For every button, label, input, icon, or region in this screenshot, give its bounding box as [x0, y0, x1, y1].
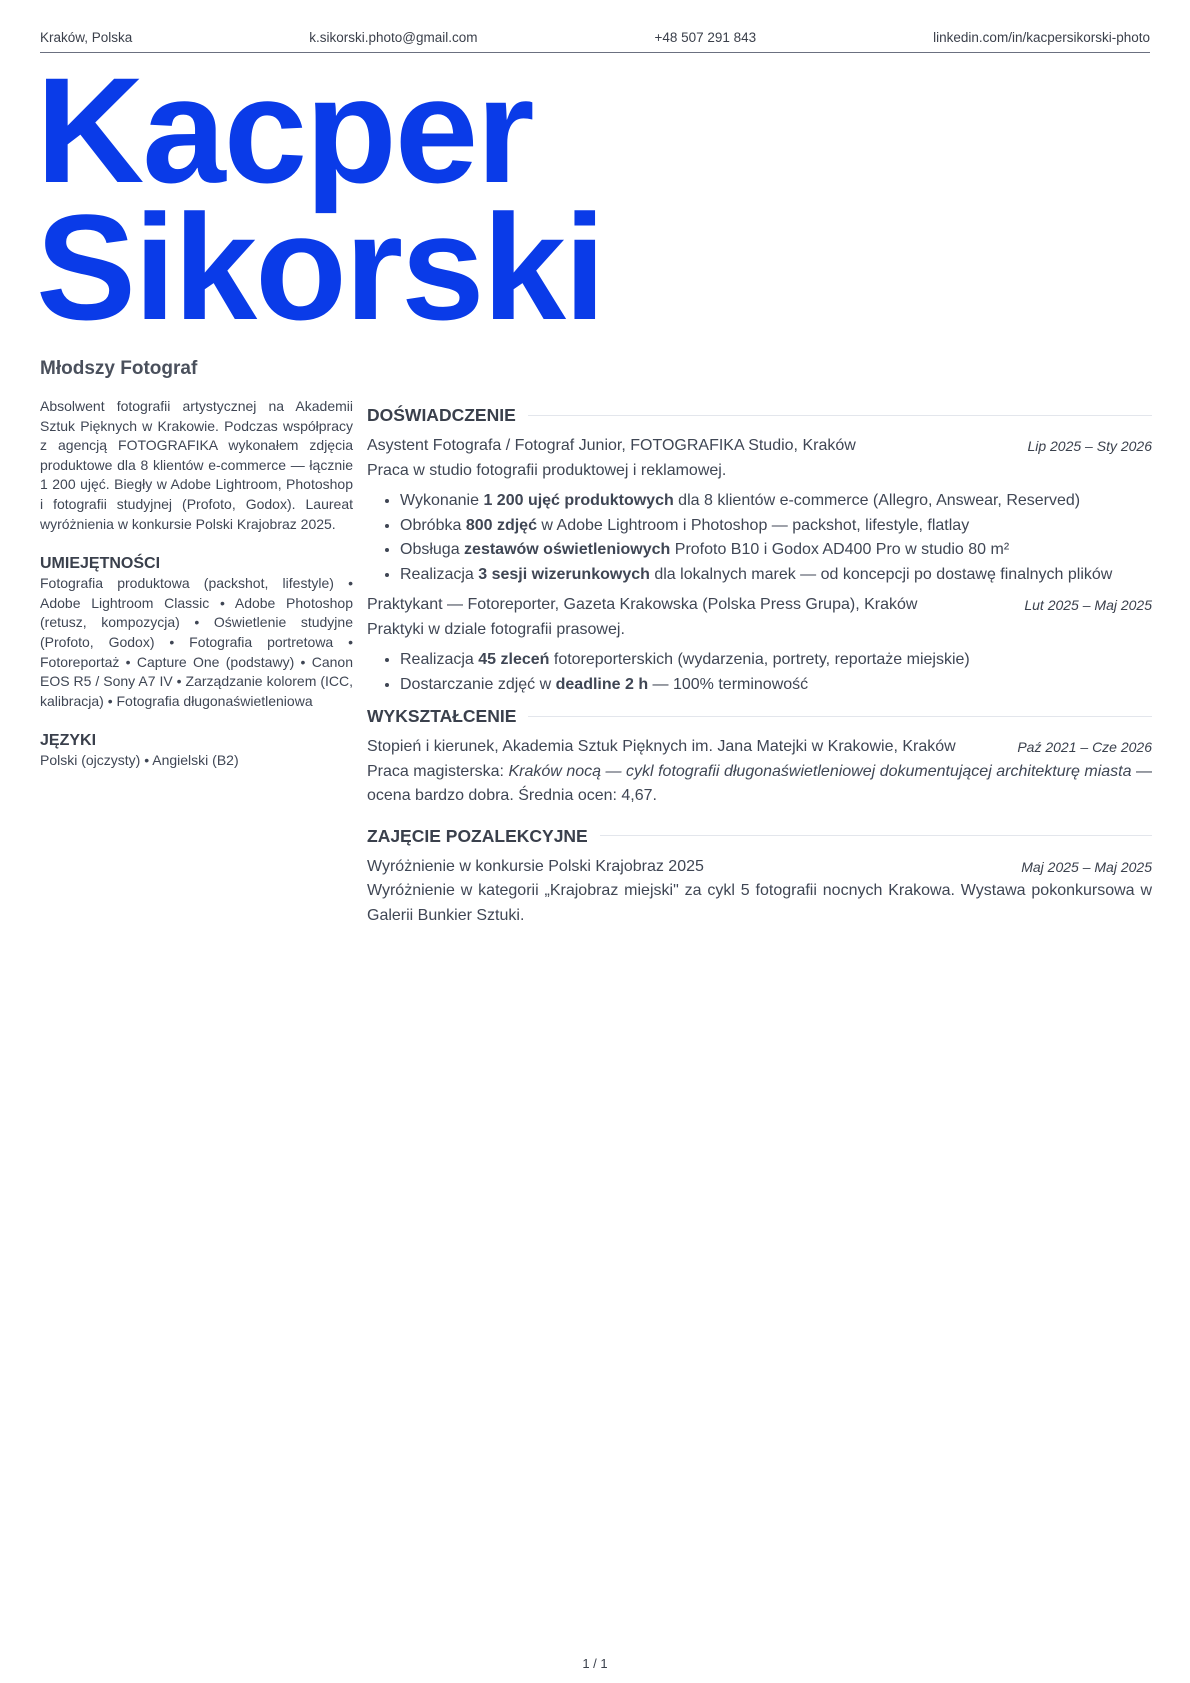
job-title: Praktykant — Fotoreporter, Gazeta Krakowska (Polska Press Grupa), Kraków [367, 596, 918, 613]
bullet-item [400, 538, 1152, 563]
bullet-text: dla lokalnych marek — od koncepcji po dostawę finalnych plików [649, 565, 1113, 583]
job-entry [367, 434, 1152, 587]
bullet-item [400, 563, 1152, 588]
candidate-name [36, 46, 604, 351]
bullet-text: Profoto B10 i Godox AD400 Pro w studio 80 m² [670, 541, 1010, 558]
bullet-text: — 100% terminowość [648, 675, 809, 693]
bullet-text: fotoreporterskich (wydarzenia, portrety, reportaże miejskie) [549, 651, 970, 668]
sidebar [40, 397, 353, 771]
job-description: Praktyki w dziale fotografii prasowej. [367, 620, 625, 638]
phone: +48 507 291 843 [654, 30, 757, 45]
job-description: Praca w studio fotografii produktowej i reklamowej. [367, 461, 727, 479]
bullet-highlight: 45 zleceń [478, 651, 550, 668]
skills-heading: UMIEJĘTNOŚCI [40, 555, 161, 573]
divider [600, 835, 1152, 836]
bullet-text: Wykonanie [400, 492, 484, 509]
experience-heading: DOŚWIADCZENIE [367, 405, 516, 425]
bullet-item [400, 514, 1152, 539]
divider [528, 415, 1152, 416]
entry-title: Stopień i kierunek, Akademia Sztuk Pięknych im. Jana Matejki w Krakowie, Kraków [367, 738, 956, 755]
education-section-header [367, 703, 1152, 729]
bullet-highlight: zestawów oświetleniowych [464, 541, 671, 558]
divider [528, 716, 1152, 717]
job-date: Lip 2025 – Sty 2026 [1027, 438, 1152, 454]
extra-entry [367, 855, 1152, 929]
bullet-item [400, 489, 1152, 514]
bullet-text: w Adobe Lightroom i Photoshop — packshot, lifestyle, flatlay [536, 516, 970, 534]
bullet-highlight: 800 zdjęć [465, 516, 537, 534]
page-number: 1 / 1 [582, 1656, 608, 1671]
last-name: Sikorski [36, 183, 604, 351]
first-name: Kacper [36, 46, 533, 214]
bullet-item [400, 648, 1152, 673]
bullet-highlight: 3 sesji wizerunkowych [478, 565, 650, 583]
entry-date: Paź 2021 – Cze 2026 [1017, 739, 1152, 755]
email-link[interactable]: k.sikorski.photo@gmail.com [309, 30, 478, 45]
bullet-item [400, 673, 1152, 698]
entry-description [367, 760, 1152, 809]
job-bullets [367, 489, 1152, 587]
bullet-highlight: 1 200 ujęć produktowych [483, 492, 674, 509]
education-heading: WYKSZTAŁCENIE [367, 706, 517, 726]
bullet-text: Obróbka [400, 516, 466, 534]
bullet-text: Dostarczanie zdjęć w [400, 675, 556, 693]
entry-description: Wyróżnienie w kategorii „Krajobraz miejski" za cykl 5 fotografii nocnych Krakowa. Wystawa pokonkursowa w Galerii Bunkier Sztuki. [367, 882, 1152, 924]
thesis-title: Kraków nocą — cykl fotografii długonaświetleniowej dokumentującej architekturę miasta [508, 762, 1132, 780]
skills-list: Fotografia produktowa (packshot, lifestyle) • Adobe Lightroom Classic • Adobe Photoshop (retusz, kompozycja) • Oświetlenie studyjne (Profoto, Godox) • Fotografia portretowa • Fotoreportaż • Capture One (podstawy) • Canon EOS R5 / Sony A7 IV • Zarządzanie kolorem (ICC, kalibracja) • Fotografia długonaświetleniowa [40, 575, 353, 709]
languages-list: Polski (ojczysty) • Angielski (B2) [40, 752, 239, 769]
extra-heading: ZAJĘCIE POZALEKCYJNE [367, 825, 588, 846]
bullet-text: Obsługa [400, 541, 465, 558]
bullet-highlight: deadline 2 h [555, 675, 649, 693]
languages-heading: JĘZYKI [40, 732, 97, 750]
main-content [367, 396, 1152, 928]
extra-section-header [367, 823, 1152, 849]
bullet-text: Realizacja [400, 651, 479, 668]
job-bullets [367, 648, 1152, 697]
bullet-text: dla 8 klientów e-commerce (Allegro, Answear, Reserved) [673, 492, 1081, 509]
job-role: Młodszy Fotograf [40, 358, 198, 379]
entry-title: Wyróżnienie w konkursie Polski Krajobraz 2025 [367, 857, 704, 875]
linkedin-link[interactable]: linkedin.com/in/kacpersikorski-photo [933, 30, 1150, 45]
summary: Absolwent fotografii artystycznej na Akademii Sztuk Pięknych w Krakowie. Podczas współpracy z agencją FOTOGRAFIKA wykonałem zdjęcia produktowe dla 8 klientów e-commerce — łącznie 1 200 ujęć. Biegły w Adobe Lightroom, Photoshop i fotografii studyjnej (Profoto, Godox). Laureat wyróżnienia w konkursie Polski Krajobraz 2025. [40, 398, 353, 532]
thesis-label: Praca magisterska: [367, 762, 509, 780]
entry-date: Maj 2025 – Maj 2025 [1021, 858, 1152, 875]
thesis-grade: — ocena bardzo dobra. Średnia ocen: 4,67. [367, 762, 1153, 804]
education-entry [367, 735, 1152, 809]
job-entry [367, 593, 1152, 697]
bullet-text: Realizacja [400, 565, 479, 583]
experience-section-header [367, 402, 1152, 428]
job-title: Asystent Fotografa / Fotograf Junior, FOTOGRAFIKA Studio, Kraków [367, 437, 856, 454]
location: Kraków, Polska [40, 30, 133, 45]
job-date: Lut 2025 – Maj 2025 [1024, 597, 1152, 613]
